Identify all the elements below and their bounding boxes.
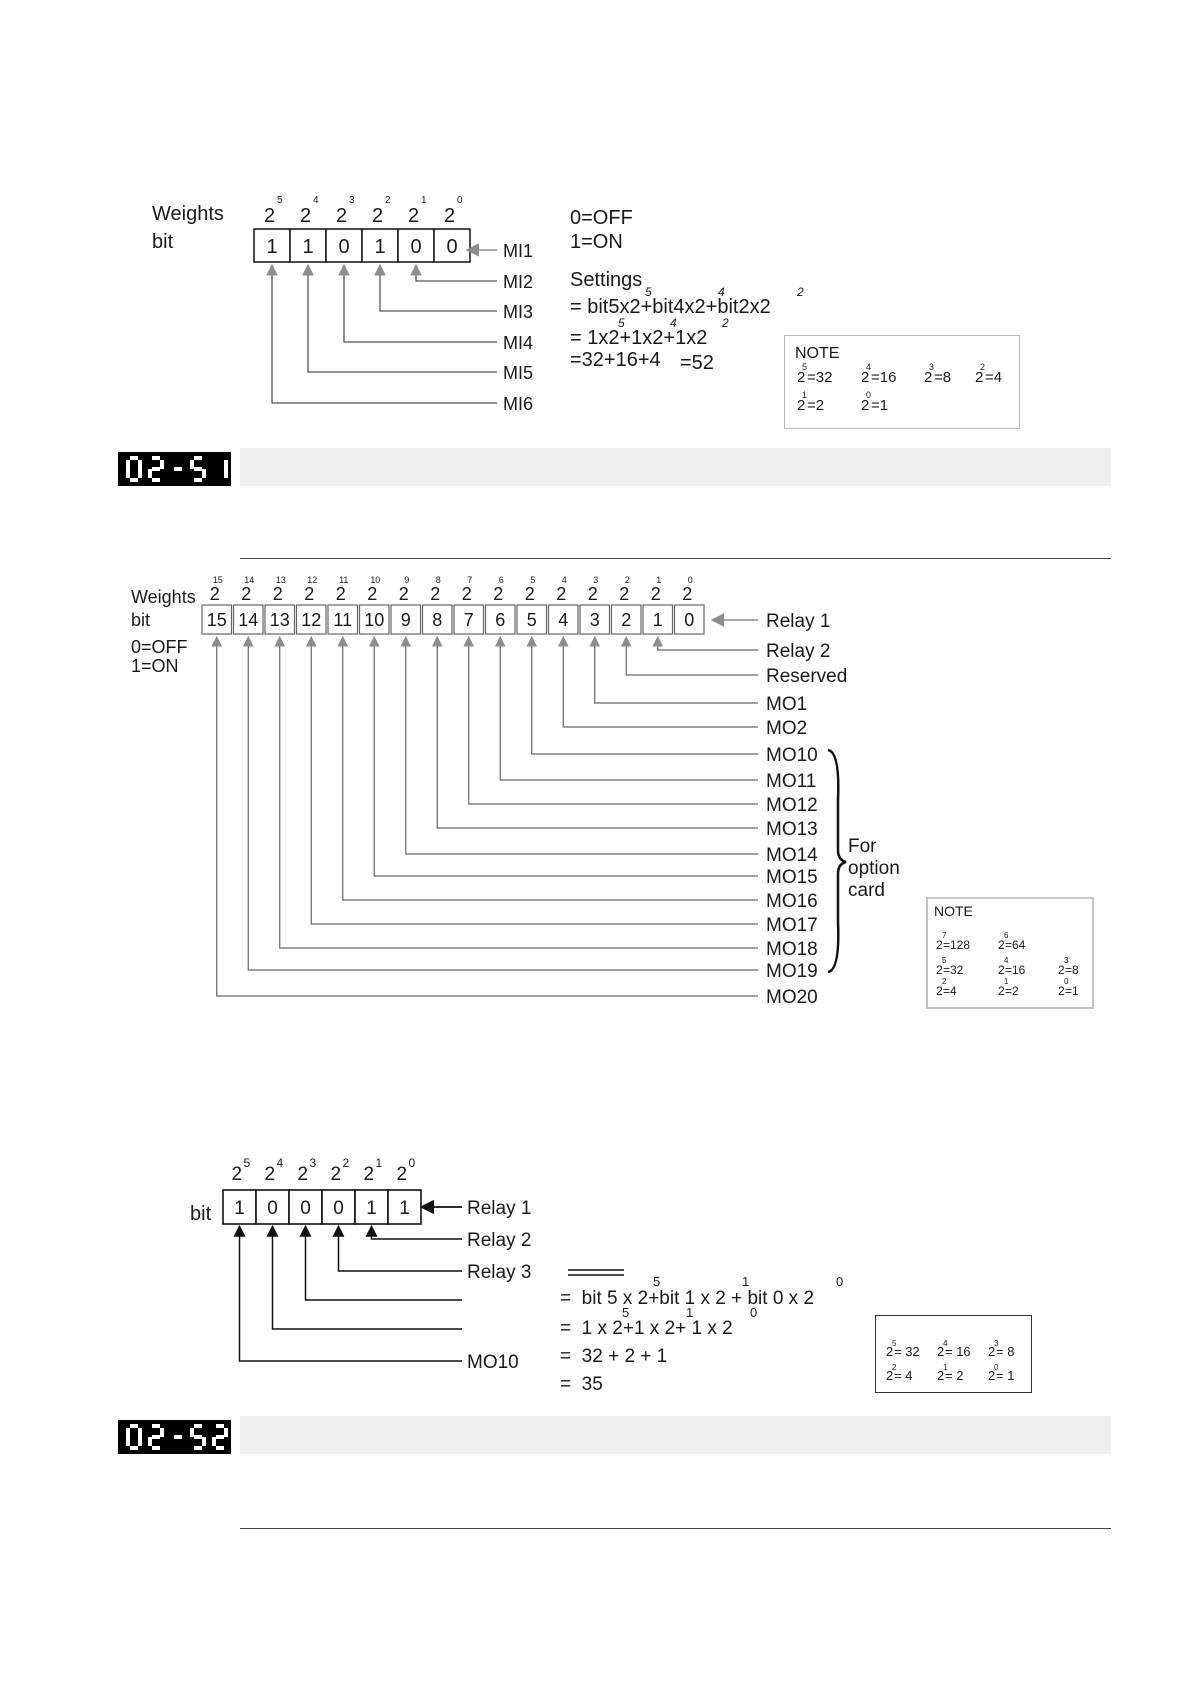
output-label: Relay 1 xyxy=(467,1198,532,1219)
bit-label: bit xyxy=(152,231,174,253)
output-line xyxy=(469,637,758,804)
output-label: Relay 3 xyxy=(467,1262,532,1283)
output-label: MO12 xyxy=(766,795,818,816)
note-exponent: 1 xyxy=(943,1363,948,1372)
weight-exponent: 7 xyxy=(467,575,473,585)
note-exponent: 5 xyxy=(892,1339,897,1348)
output-line xyxy=(500,637,758,780)
seven-seg-segment xyxy=(130,1446,138,1450)
weight-exponent: 0 xyxy=(687,575,693,585)
bit-value: 4 xyxy=(558,610,569,630)
note-base: 2 xyxy=(886,1344,894,1359)
weight-base: 2 xyxy=(264,205,276,227)
output-label: MO18 xyxy=(766,939,818,960)
bit-value: 12 xyxy=(301,610,322,630)
note-base: 2 xyxy=(1058,984,1065,998)
seven-seg-segment xyxy=(216,1435,224,1439)
weight-base: 2 xyxy=(335,584,346,604)
formula-exp: 5 xyxy=(622,1305,630,1320)
weight-exponent: 13 xyxy=(275,575,286,585)
note-base: 2 xyxy=(988,1344,996,1359)
weight-exponent: 1 xyxy=(656,575,662,585)
weight-base: 2 xyxy=(430,584,441,604)
seven-seg-segment xyxy=(216,1446,224,1450)
weight-base: 2 xyxy=(367,584,378,604)
weight-exponent: 3 xyxy=(349,195,355,206)
note-base: 2 xyxy=(886,1368,894,1383)
weight-exponent: 5 xyxy=(277,195,283,206)
bit-value: 1 xyxy=(366,1198,377,1219)
note-base: 2 xyxy=(924,369,933,386)
settings-label: Settings xyxy=(570,269,643,291)
input-line xyxy=(416,265,497,281)
bit-value: 1 xyxy=(302,236,314,258)
bit-value: 0 xyxy=(267,1198,278,1219)
input-line xyxy=(380,265,497,311)
bit-value: 5 xyxy=(526,610,537,630)
weight-exponent: 14 xyxy=(244,575,255,585)
note-value: = 16 xyxy=(945,1344,971,1359)
seven-seg-digit xyxy=(174,467,182,471)
note-box-1 xyxy=(784,335,1020,429)
note-exponent: 7 xyxy=(942,931,947,940)
note-value: =32 xyxy=(943,963,964,977)
seven-seg-segment xyxy=(138,460,142,469)
output-line xyxy=(339,1226,463,1271)
output-line xyxy=(595,637,758,703)
seven-seg-segment xyxy=(152,467,160,471)
weight-base: 2 xyxy=(231,1164,243,1185)
seven-seg-display xyxy=(118,1420,231,1454)
note-exponent: 2 xyxy=(980,362,986,372)
formula-line-3: = 32 + 2 + 1 xyxy=(560,1346,668,1367)
note-exponent: 3 xyxy=(929,362,935,372)
note-base: 2 xyxy=(998,963,1005,977)
weight-exponent: 4 xyxy=(313,195,319,206)
seven-seg-segment xyxy=(160,1428,164,1437)
weight-base: 2 xyxy=(372,205,384,227)
seven-seg-segment xyxy=(224,469,228,478)
note-exponent: 2 xyxy=(892,1363,897,1372)
output-label: MO10 xyxy=(467,1352,519,1373)
seven-seg-segment xyxy=(224,460,228,469)
weight-exponent: 2 xyxy=(342,1156,350,1170)
formula-exp: 1 xyxy=(742,1274,750,1289)
note-base: 2 xyxy=(937,1344,945,1359)
weight-exponent: 3 xyxy=(593,575,599,585)
bit-value: 8 xyxy=(432,610,443,630)
seven-seg-digit xyxy=(126,1424,142,1450)
note-base: 2 xyxy=(998,938,1005,952)
weight-exponent: 11 xyxy=(339,575,349,585)
seven-seg-segment xyxy=(138,1437,142,1446)
note-exponent: 0 xyxy=(866,390,872,400)
bit-value: 1 xyxy=(374,236,386,258)
weight-exponent: 10 xyxy=(370,575,381,585)
bit-value: 0 xyxy=(338,236,350,258)
bit-value: 0 xyxy=(300,1198,311,1219)
weight-exponent: 0 xyxy=(457,195,463,206)
output-label: MO20 xyxy=(766,987,818,1008)
formula-line-4: = 35 xyxy=(560,1374,603,1395)
note-exponent: 5 xyxy=(942,956,947,965)
note-base: 2 xyxy=(998,984,1005,998)
output-label: MO13 xyxy=(766,819,818,840)
weight-exponent: 15 xyxy=(212,575,223,585)
note-base: 2 xyxy=(861,369,870,386)
note-value: =16 xyxy=(871,369,897,386)
note-value: =16 xyxy=(1005,963,1026,977)
note-exponent: 1 xyxy=(1004,977,1009,986)
note-base: 2 xyxy=(861,397,870,414)
note-value: =2 xyxy=(807,397,825,414)
bit-value: 0 xyxy=(446,236,458,258)
bit-value: 6 xyxy=(495,610,506,630)
formula-exp: 5 xyxy=(653,1274,661,1289)
seven-seg-segment xyxy=(160,460,164,469)
bit-value: 0 xyxy=(684,610,695,630)
seven-seg-segment xyxy=(212,1437,216,1446)
note-title: NOTE xyxy=(934,903,973,919)
weight-exponent: 2 xyxy=(385,195,391,206)
note-base: 2 xyxy=(797,397,806,414)
note-base: 2 xyxy=(937,1368,945,1383)
note-value: =4 xyxy=(985,369,1003,386)
note-value: = 32 xyxy=(894,1344,920,1359)
output-line xyxy=(280,637,758,948)
option-card-brace xyxy=(828,750,846,972)
bit-value: 0 xyxy=(333,1198,344,1219)
formula-exp: 0 xyxy=(750,1305,758,1320)
weight-base: 2 xyxy=(556,584,567,604)
weight-exponent: 0 xyxy=(408,1156,416,1170)
seven-seg-segment xyxy=(148,1437,152,1446)
output-line xyxy=(306,1226,463,1300)
bit-value: 15 xyxy=(206,610,227,630)
note-exponent: 0 xyxy=(994,1363,999,1372)
seven-seg-segment xyxy=(194,467,202,471)
off-text: 0=OFF xyxy=(570,207,633,229)
weight-base: 2 xyxy=(650,584,661,604)
weights-label: Weights xyxy=(131,587,196,607)
output-line xyxy=(626,637,758,675)
weight-base: 2 xyxy=(241,584,252,604)
seven-seg-segment xyxy=(126,460,130,469)
seven-seg-segment xyxy=(216,1424,224,1428)
note-base: 2 xyxy=(936,963,943,977)
note-1-content xyxy=(785,336,1019,428)
input-label: MI1 xyxy=(503,241,534,261)
weight-exponent: 5 xyxy=(243,1156,251,1170)
note-value: =1 xyxy=(871,397,889,414)
bit-value: 1 xyxy=(234,1198,245,1219)
weight-base: 2 xyxy=(398,584,409,604)
seven-seg-segment xyxy=(224,1428,228,1437)
output-label: Reserved xyxy=(766,666,848,687)
note-value: =2 xyxy=(1005,984,1019,998)
note-2-content xyxy=(928,899,1092,1007)
bit-value: 2 xyxy=(621,610,632,630)
seven-seg-segment xyxy=(152,1424,160,1428)
seven-seg-segment xyxy=(126,1428,130,1437)
output-line xyxy=(217,637,758,996)
formula-exp: 5 xyxy=(645,285,652,299)
weight-base: 2 xyxy=(209,584,220,604)
output-label: MO10 xyxy=(766,745,818,766)
seven-seg-digit xyxy=(148,1424,164,1450)
note-base: 2 xyxy=(936,938,943,952)
weight-base: 2 xyxy=(682,584,693,604)
seven-seg-segment xyxy=(152,478,160,482)
bit-value: 11 xyxy=(333,610,353,630)
output-label: Relay 1 xyxy=(766,611,831,632)
output-label: MO16 xyxy=(766,891,818,912)
output-line xyxy=(372,1226,463,1239)
output-line xyxy=(406,637,758,854)
input-line xyxy=(344,265,497,342)
note-box-2 xyxy=(926,897,1094,1009)
divider-1 xyxy=(240,558,1111,559)
formula-line-2: = 1x2+1x2+1x2 xyxy=(570,327,708,349)
note-exponent: 0 xyxy=(1064,977,1069,986)
note-base: 2 xyxy=(975,369,984,386)
note-value: =1 xyxy=(1065,984,1079,998)
output-label: MO19 xyxy=(766,961,818,982)
seven-seg-segment xyxy=(194,456,202,460)
formula-result: =52 xyxy=(680,352,714,374)
weight-base: 2 xyxy=(304,584,315,604)
param-bar-02-51 xyxy=(240,448,1111,486)
bit-value: 10 xyxy=(364,610,385,630)
formula-exp: 1 xyxy=(686,1305,694,1320)
formula-line-2: = 1 x 2+1 x 2+ 1 x 2 xyxy=(560,1318,733,1339)
bit-value: 1 xyxy=(652,610,663,630)
seven-seg-segment xyxy=(130,456,138,460)
option-label-2: option xyxy=(848,858,900,879)
bit-value: 14 xyxy=(238,610,259,630)
output-label: Relay 2 xyxy=(467,1230,532,1251)
seven-seg-segment xyxy=(126,1437,130,1446)
weight-exponent: 2 xyxy=(624,575,630,585)
formula-exp: 5 xyxy=(618,316,625,330)
formula-line-1: = bit5x2+bit4x2+bit2x2 xyxy=(570,296,771,318)
note-exponent: 2 xyxy=(942,977,947,986)
weight-base: 2 xyxy=(396,1164,408,1185)
note-base: 2 xyxy=(1058,963,1065,977)
note-value: = 2 xyxy=(945,1368,964,1383)
note-exponent: 1 xyxy=(802,390,808,400)
output-line xyxy=(374,637,758,876)
bit-value: 1 xyxy=(266,236,278,258)
param-code-02-52 xyxy=(118,1420,231,1454)
note-value: =128 xyxy=(943,938,971,952)
output-line xyxy=(437,637,758,828)
seven-seg-segment xyxy=(130,478,138,482)
bit-label: bit xyxy=(131,610,151,630)
bit-value: 9 xyxy=(400,610,411,630)
seven-seg-segment xyxy=(194,478,202,482)
weight-base: 2 xyxy=(619,584,630,604)
formula-exp: 2 xyxy=(722,316,729,330)
seven-seg-segment xyxy=(202,469,206,478)
note-value: =4 xyxy=(943,984,957,998)
note-value: =64 xyxy=(1005,938,1026,952)
input-label: MI3 xyxy=(503,302,534,322)
weight-exponent: 3 xyxy=(309,1156,317,1170)
weight-exponent: 6 xyxy=(498,575,504,585)
seven-seg-segment xyxy=(126,469,130,478)
note-exponent: 3 xyxy=(994,1339,999,1348)
divider-2 xyxy=(240,1528,1111,1529)
weight-base: 2 xyxy=(524,584,535,604)
seven-seg-segment xyxy=(174,1435,182,1439)
bit-label: bit xyxy=(190,1203,212,1225)
output-label: MO14 xyxy=(766,845,818,866)
seven-seg-digit xyxy=(224,460,228,478)
output-label: MO17 xyxy=(766,915,818,936)
weights-label: Weights xyxy=(152,203,224,225)
output-label: MO2 xyxy=(766,718,808,739)
seven-seg-segment xyxy=(194,1446,202,1450)
weight-base: 2 xyxy=(264,1164,276,1185)
note-exponent: 6 xyxy=(1004,931,1009,940)
param-bar-02-52 xyxy=(240,1416,1111,1454)
note-title: NOTE xyxy=(795,345,840,362)
seven-seg-segment xyxy=(194,1424,202,1428)
seven-seg-segment xyxy=(152,1435,160,1439)
seven-seg-segment xyxy=(190,460,194,469)
output-label: MO1 xyxy=(766,694,808,715)
seven-seg-segment xyxy=(190,1428,194,1437)
note-exponent: 3 xyxy=(1064,956,1069,965)
note-value: =8 xyxy=(934,369,952,386)
note-base: 2 xyxy=(797,369,806,386)
weight-base: 2 xyxy=(336,205,348,227)
note-base: 2 xyxy=(988,1368,996,1383)
note-value: =32 xyxy=(807,369,833,386)
seven-seg-segment xyxy=(148,469,152,478)
weight-exponent: 4 xyxy=(276,1156,284,1170)
formula-line-1: = bit 5 x 2+bit 1 x 2 + bit 0 x 2 xyxy=(560,1288,815,1309)
seven-seg-digit xyxy=(212,1424,228,1450)
on-text: 1=ON xyxy=(570,231,623,253)
param-code-02-51 xyxy=(118,452,231,486)
weight-base: 2 xyxy=(363,1164,375,1185)
bit-value: 3 xyxy=(589,610,600,630)
seven-seg-digit xyxy=(174,1435,182,1439)
weight-exponent: 1 xyxy=(421,195,427,206)
note-value: = 8 xyxy=(996,1344,1015,1359)
weight-exponent: 12 xyxy=(307,575,318,585)
note-value: = 4 xyxy=(894,1368,913,1383)
weight-base: 2 xyxy=(272,584,283,604)
seven-seg-segment xyxy=(194,1435,202,1439)
option-label-1: For xyxy=(848,836,877,857)
bit-value: 13 xyxy=(269,610,290,630)
output-line xyxy=(658,637,758,650)
note-exponent: 5 xyxy=(802,362,808,372)
weight-base: 2 xyxy=(461,584,472,604)
seven-seg-segment xyxy=(174,467,182,471)
bit-value: 0 xyxy=(410,236,422,258)
note-3-content xyxy=(876,1316,1031,1392)
input-label: MI5 xyxy=(503,363,534,383)
weight-exponent: 4 xyxy=(561,575,567,585)
output-label: Relay 2 xyxy=(766,641,831,662)
note-value: =8 xyxy=(1065,963,1079,977)
bit-value: 1 xyxy=(399,1198,410,1219)
output-line xyxy=(343,637,758,900)
bit-value: 7 xyxy=(463,610,474,630)
weight-base: 2 xyxy=(587,584,598,604)
weight-base: 2 xyxy=(300,205,312,227)
output-label: MO15 xyxy=(766,867,818,888)
input-label: MI2 xyxy=(503,272,534,292)
formula-exp: 4 xyxy=(670,316,677,330)
output-line xyxy=(532,637,758,754)
seven-seg-segment xyxy=(202,1437,206,1446)
note-exponent: 4 xyxy=(1004,956,1009,965)
seven-seg-digit xyxy=(190,456,206,482)
seven-seg-display xyxy=(118,452,231,486)
seven-seg-segment xyxy=(130,1424,138,1428)
input-line xyxy=(272,265,497,403)
input-label: MI6 xyxy=(503,394,534,414)
note-exponent: 4 xyxy=(866,362,872,372)
output-line xyxy=(273,1226,463,1329)
seven-seg-digit xyxy=(190,1424,206,1450)
weight-exponent: 8 xyxy=(435,575,441,585)
weight-exponent: 9 xyxy=(404,575,410,585)
weight-exponent: 5 xyxy=(530,575,536,585)
weight-base: 2 xyxy=(444,205,456,227)
seven-seg-segment xyxy=(138,1428,142,1437)
seven-seg-segment xyxy=(138,469,142,478)
on-text: 1=ON xyxy=(131,656,179,676)
seven-seg-digit xyxy=(126,456,142,482)
seven-seg-segment xyxy=(152,456,160,460)
note-exponent: 4 xyxy=(943,1339,948,1348)
off-text: 0=OFF xyxy=(131,637,188,657)
input-label: MI4 xyxy=(503,333,534,353)
formula-exp: 0 xyxy=(836,1274,844,1289)
weight-exponent: 1 xyxy=(375,1156,383,1170)
weight-base: 2 xyxy=(493,584,504,604)
output-label: MO11 xyxy=(766,771,817,792)
note-base: 2 xyxy=(936,984,943,998)
formula-exp: 2 xyxy=(797,285,804,299)
seven-seg-digit xyxy=(148,456,164,482)
weight-base: 2 xyxy=(408,205,420,227)
weight-base: 2 xyxy=(297,1164,309,1185)
weight-base: 2 xyxy=(330,1164,342,1185)
seven-seg-segment xyxy=(152,1446,160,1450)
formula-exp: 4 xyxy=(718,285,725,299)
option-label-3: card xyxy=(848,880,885,901)
note-value: = 1 xyxy=(996,1368,1015,1383)
formula-line-3: =32+16+4 xyxy=(570,349,661,371)
note-box-3 xyxy=(875,1315,1032,1393)
